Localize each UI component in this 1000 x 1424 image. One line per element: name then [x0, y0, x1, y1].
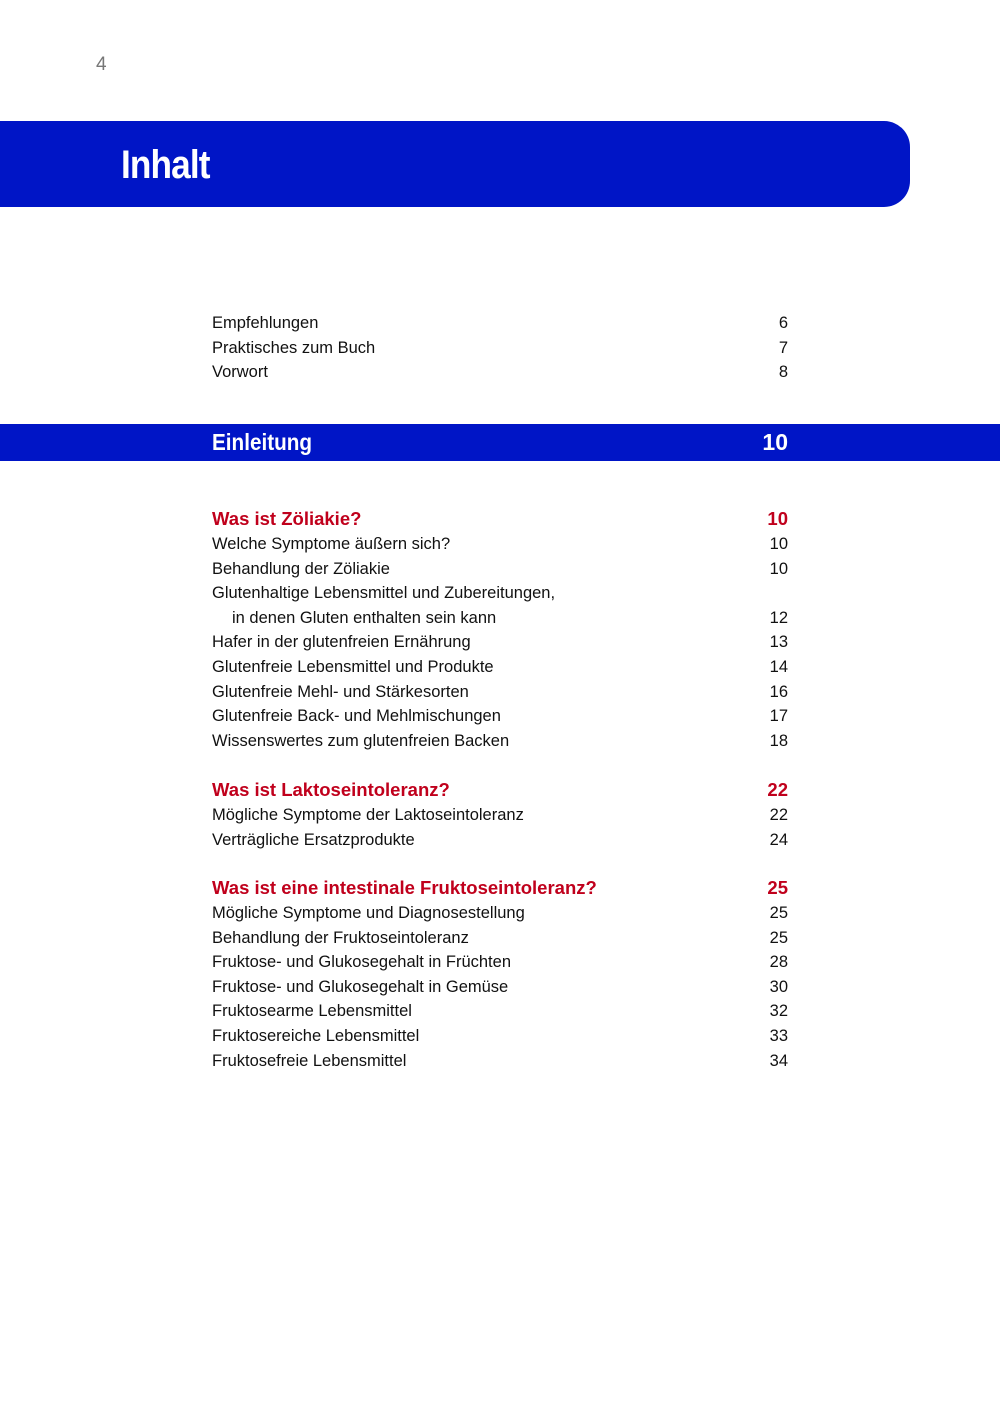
- toc-entry[interactable]: [212, 901, 788, 926]
- toc-entry-label: Glutenhaltige Lebensmittel und Zubereitungen,: [212, 584, 556, 603]
- toc-entry-page: 25: [769, 904, 788, 922]
- section-heading-label: Was ist eine intestinale Fruktoseintoleranz?: [212, 877, 597, 898]
- toc-entry-label: Hafer in der glutenfreien Ernährung: [212, 633, 471, 652]
- section-heading-page: 10: [767, 508, 788, 529]
- toc-entry[interactable]: [212, 926, 788, 951]
- toc-entry-label: Fruktose- und Glukosegehalt in Früchten: [212, 953, 511, 972]
- toc-entry[interactable]: [212, 557, 788, 582]
- toc-entry-label: Mögliche Symptome und Diagnosestellung: [212, 904, 525, 922]
- toc-entry-page: 10: [769, 559, 788, 578]
- toc-entry-page: 24: [769, 830, 788, 849]
- section-laktoseintoleranz: [212, 777, 788, 852]
- toc-entry-label: Vorwort: [212, 363, 268, 382]
- toc-entry-label: Mögliche Symptome der Laktoseintoleranz: [212, 806, 524, 824]
- toc-entry-page: 6: [778, 314, 788, 332]
- toc-entry-label: Glutenfreie Mehl- und Stärkesorten: [212, 682, 469, 701]
- toc-entry[interactable]: [212, 532, 788, 557]
- toc-entry[interactable]: [212, 1024, 788, 1049]
- toc-entry-page: 17: [769, 707, 788, 726]
- section-heading[interactable]: [212, 777, 788, 803]
- toc-entry-page: 14: [769, 657, 788, 676]
- toc-entry-page: 34: [769, 1051, 788, 1070]
- toc-entry-page: 7: [778, 338, 788, 357]
- toc-entry[interactable]: [212, 975, 788, 1000]
- toc-entry-continued[interactable]: [212, 606, 788, 631]
- toc-entry[interactable]: [212, 336, 788, 361]
- toc-entry[interactable]: [212, 311, 788, 336]
- toc-entry[interactable]: [212, 680, 788, 705]
- toc-entry[interactable]: [212, 655, 788, 680]
- toc-entry-label: Glutenfreie Lebensmittel und Produkte: [212, 657, 494, 676]
- toc-entry-page: 12: [769, 608, 788, 627]
- toc-entry-label: Fruktosearme Lebensmittel: [212, 1002, 412, 1021]
- section-heading-label: Was ist Zöliakie?: [212, 508, 362, 529]
- toc-entry-page: 18: [769, 731, 788, 750]
- page-title: Inhalt: [121, 143, 210, 187]
- section-heading-page: 22: [767, 779, 788, 800]
- toc-entry[interactable]: [212, 630, 788, 655]
- toc-entry-label: Verträgliche Ersatzprodukte: [212, 830, 415, 849]
- toc-entry-page: 13: [769, 633, 788, 652]
- toc-entry-label: Glutenfreie Back- und Mehlmischungen: [212, 707, 501, 726]
- toc-entry-label: Empfehlungen: [212, 314, 319, 332]
- toc-entry[interactable]: [212, 360, 788, 385]
- section-heading[interactable]: [212, 506, 788, 532]
- toc-entry[interactable]: [212, 828, 788, 853]
- chapter-bar: [0, 424, 1000, 461]
- toc-entry-label: Fruktose- und Glukosegehalt in Gemüse: [212, 977, 509, 996]
- toc-entry-label: Fruktosereiche Lebensmittel: [212, 1026, 420, 1045]
- front-matter-list: [212, 311, 788, 385]
- toc-entry-page: 30: [769, 977, 788, 996]
- toc-entry-label: Welche Symptome äußern sich?: [212, 535, 451, 553]
- toc-entry-page: 25: [769, 928, 788, 947]
- chapter-page: 10: [762, 429, 788, 455]
- section-heading[interactable]: [212, 875, 788, 901]
- toc-entry-label: Wissenswertes zum glutenfreien Backen: [212, 731, 510, 750]
- toc-entry-page: 33: [769, 1026, 788, 1045]
- toc-entry[interactable]: [212, 950, 788, 975]
- toc-entry-label: Behandlung der Zöliakie: [212, 559, 390, 578]
- section-zoeliakie: [212, 506, 788, 753]
- toc-entry-label: Behandlung der Fruktoseintoleranz: [212, 928, 469, 947]
- toc-entry-page: 8: [778, 363, 788, 382]
- toc-entry-page: 32: [769, 1002, 788, 1021]
- section-heading-label: Was ist Laktoseintoleranz?: [212, 779, 450, 800]
- toc-entry-page: 28: [769, 953, 788, 972]
- toc-entry[interactable]: [212, 581, 788, 606]
- toc-entry-label: Praktisches zum Buch: [212, 338, 376, 357]
- toc-entry[interactable]: [212, 803, 788, 828]
- section-heading-page: 25: [767, 877, 788, 898]
- toc-entry-page: 16: [769, 682, 788, 701]
- toc-entry[interactable]: [212, 999, 788, 1024]
- page-number: 4: [96, 54, 107, 75]
- toc-entry[interactable]: [212, 729, 788, 754]
- chapter-entry[interactable]: [212, 424, 788, 461]
- chapter-label: Einleitung: [212, 429, 313, 455]
- toc-entry-page: 22: [769, 806, 788, 824]
- section-fruktoseintoleranz: [212, 875, 788, 1073]
- title-banner: [0, 121, 910, 207]
- toc-entry-label: Fruktosefreie Lebensmittel: [212, 1051, 407, 1070]
- toc-entry[interactable]: [212, 1049, 788, 1074]
- toc-entry[interactable]: [212, 704, 788, 729]
- toc-entry-label: in denen Gluten enthalten sein kann: [232, 608, 497, 627]
- toc-entry-page: 10: [769, 535, 788, 553]
